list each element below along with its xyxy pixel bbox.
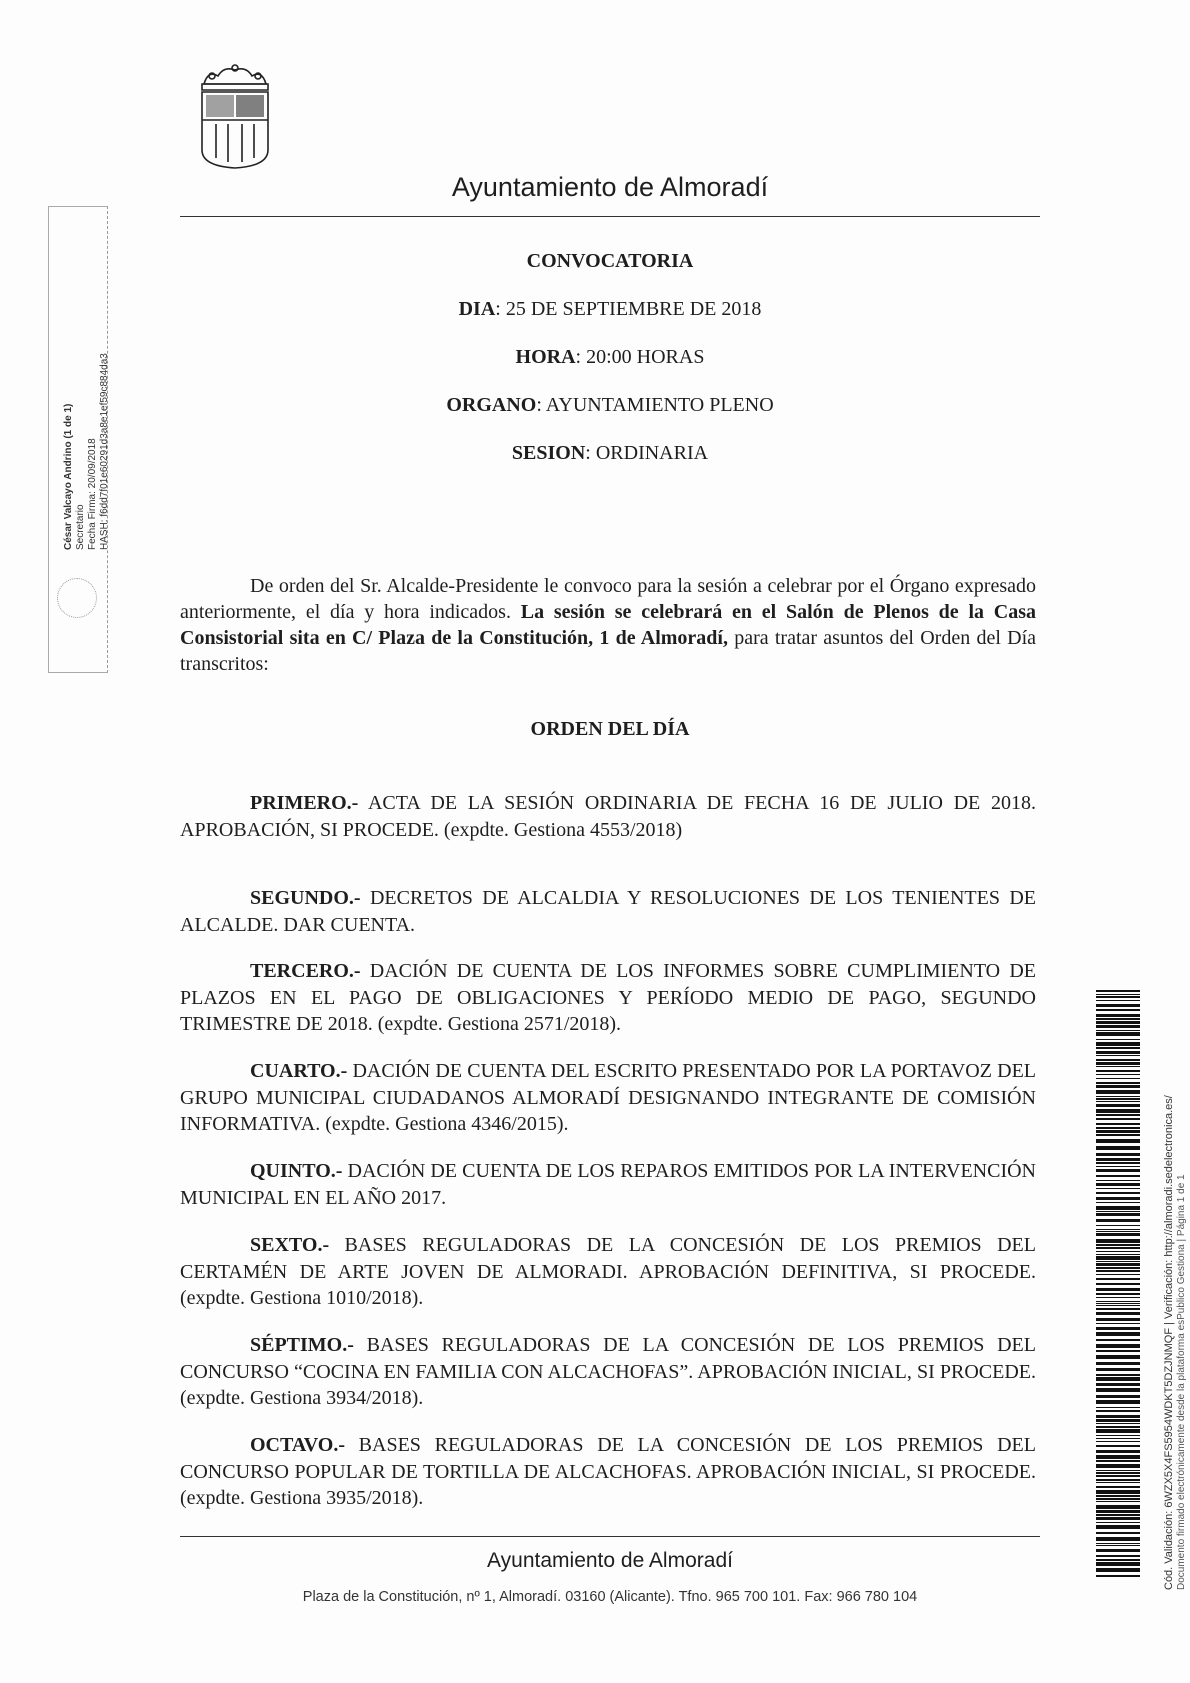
agenda-item-8: OCTAVO.- BASES REGULADORAS DE LA CONCESIÓN DE LOS PREMIOS DEL CONCURSO POPULAR DE TORTILLA DE ALCACHOFAS. APROBACIÓN INICIAL, SI PROCEDE. (expdte. Gestiona 3935/2018). [180, 1434, 1036, 1509]
agenda-title: ORDEN DEL DÍA [530, 718, 690, 740]
footer-divider [180, 1536, 1040, 1537]
session-value: : ORDINARIA [585, 442, 709, 464]
signature-block [63, 353, 111, 550]
barcode-icon [1096, 990, 1140, 1580]
meeting-session [180, 442, 1040, 465]
signature-date: Fecha Firma: 20/09/2018 [87, 438, 98, 550]
signature-hash: HASH: f6dd7f01e60291d3a8e1ef59c884da3 [99, 353, 110, 550]
agenda-item-4: CUARTO.- DACIÓN DE CUENTA DEL ESCRITO PRESENTADO POR LA PORTAVOZ DEL GRUPO MUNICIPAL CIUDADANOS ALMORADÍ DESIGNANDO INTEGRANTE DE COMISIÓN INFORMATIVA. (expdte. Gestiona 4346/2015). [180, 1060, 1036, 1135]
footer-address: Plaza de la Constitución, nº 1, Almoradí. 03160 (Alicante). Tfno. 965 700 101. Fax: 966 780 104 [302, 1589, 918, 1605]
agenda-item-6: SEXTO.- BASES REGULADORAS DE LA CONCESIÓN DE LOS PREMIOS DEL CERTAMÉN DE ARTE JOVEN DE ALMORADI. APROBACIÓN DEFINITIVA, SI PROCEDE. (expdte. Gestiona 1010/2018). [180, 1234, 1036, 1309]
signer-name: César Valcayo Andrino (1 de 1) [63, 403, 74, 550]
agenda-item-1: PRIMERO.- ACTA DE LA SESIÓN ORDINARIA DE FECHA 16 DE JULIO DE 2018. APROBACIÓN, SI PROCEDE. (expdte. Gestiona 4553/2018) [180, 792, 1036, 841]
date-label: DIA [458, 298, 496, 320]
intro-location: La sesión se celebrará en el Salón de Plenos de la Casa Consistorial sita en C/ Plaza de la Constitución, 1 de Almoradí, [180, 601, 1037, 649]
meeting-time [180, 346, 1040, 369]
verification-code: Cód. Validación: 6WZX5X4FS5954WDKT5DZJNMQF | Verificación: http://almoradi.sedelectronica.es/ [1163, 1095, 1175, 1590]
agenda-item-2: SEGUNDO.- DECRETOS DE ALCALDIA Y RESOLUCIONES DE LOS TENIENTES DE ALCALDE. DAR CUENTA. [180, 887, 1036, 936]
agenda-item-7: SÉPTIMO.- BASES REGULADORAS DE LA CONCESIÓN DE LOS PREMIOS DEL CONCURSO “COCINA EN FAMILIA CON ALCACHOFAS”. APROBACIÓN INICIAL, SI PROCEDE. (expdte. Gestiona 3934/2018). [180, 1334, 1036, 1409]
session-label: SESION [511, 442, 586, 464]
time-value: : 20:00 HORAS [575, 346, 705, 368]
footer-org-name: Ayuntamiento de Almoradí [487, 1549, 733, 1572]
body-value: : AYUNTAMIENTO PLENO [536, 394, 774, 416]
coat-of-arms-logo [196, 62, 274, 172]
time-label: HORA [515, 346, 576, 368]
body-label: ORGANO [446, 394, 537, 416]
agenda-item-3: TERCERO.- DACIÓN DE CUENTA DE LOS INFORMES SOBRE CUMPLIMIENTO DE PLAZOS EN EL PAGO DE OBLIGACIONES Y PERÍODO MEDIO DE PAGO, SEGUNDO TRIMESTRE DE 2018. (expdte. Gestiona 2571/2018). [180, 960, 1036, 1035]
signer-role: Secretario [75, 504, 86, 550]
agenda-item-5: QUINTO.- DACIÓN DE CUENTA DE LOS REPAROS EMITIDOS POR LA INTERVENCIÓN MUNICIPAL EN EL AÑO 2017. [180, 1160, 1036, 1209]
seal-icon [57, 578, 97, 618]
date-value: : 25 DE SEPTIEMBRE DE 2018 [495, 298, 762, 320]
meeting-body [180, 394, 1040, 417]
verification-note: Documento firmado electrónicamente desde la plataforma esPublico Gestiona | Página 1 de 1 [1176, 1174, 1187, 1590]
meeting-date [180, 298, 1040, 321]
intro-paragraph: De orden del Sr. Alcalde-Presidente le convoco para la sesión a celebrar por el Órgano expresado anteriormente, el día y hora indicados. La sesión se celebrará en el Salón de Plenos de la Casa Consistorial sita en C/ Plaza de la Constitución, 1 de Almoradí, para tratar asuntos del Orden del Día transcritos: [180, 575, 1037, 675]
header-divider [180, 216, 1040, 217]
convocatoria-title: CONVOCATORIA [526, 250, 694, 272]
header-org-name: Ayuntamiento de Almoradí [451, 172, 769, 202]
